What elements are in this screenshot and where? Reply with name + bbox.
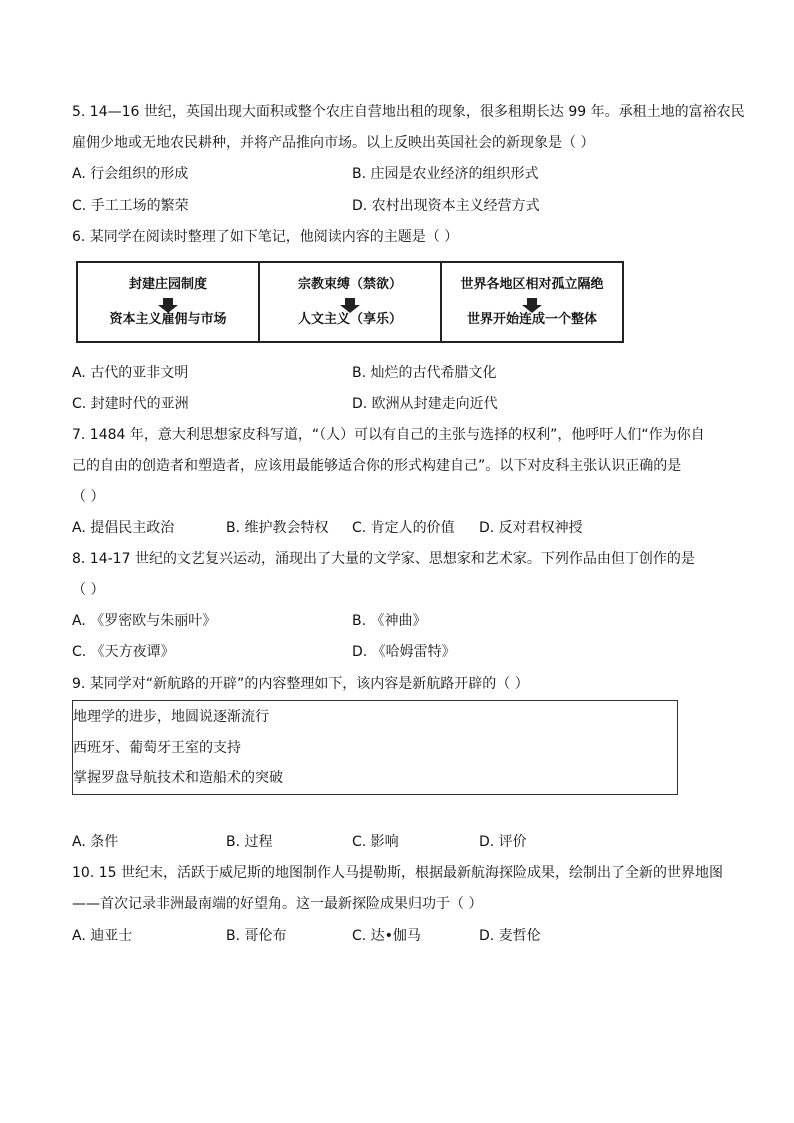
q5-stem-line2: 雇佣少地或无地农民耕种，并将产品推向市场。以上反映出英国社会的新现象是（ ） (72, 135, 595, 151)
q10-option-c: C. 达•伽马 (352, 928, 421, 944)
q6-notes-before: 宗教束缚（禁欲） (297, 276, 402, 292)
q6-stem: 6. 某同学在阅读时整理了如下笔记，他阅读内容的主题是（ ） (72, 229, 459, 245)
q7-option-d: D. 反对君权神授 (479, 520, 583, 536)
q7-stem-line3: （ ） (72, 489, 105, 505)
q9-option-a: A. 条件 (72, 834, 119, 850)
q8-option-a: A. 《罗密欧与朱丽叶》 (72, 613, 217, 629)
q6-notes-cell-thought (260, 263, 442, 341)
q8-option-d: D. 《哈姆雷特》 (352, 644, 456, 660)
q6-notes-before: 封建庄园制度 (128, 276, 207, 292)
q8-option-c: C. 《天方夜谭》 (72, 644, 175, 660)
q6-notes-cell-world (442, 263, 622, 341)
q6-option-b: B. 灿烂的古代希腊文化 (352, 365, 497, 381)
down-arrow-icon (527, 298, 537, 305)
down-arrow-icon (163, 298, 173, 305)
q5-option-c: C. 手工工场的繁荣 (72, 198, 189, 214)
q10-option-d: D. 麦哲伦 (479, 928, 541, 944)
q9-box-line: 掌握罗盘导航技术和造船术的突破 (73, 770, 283, 786)
down-arrow-icon (345, 298, 355, 305)
q10-stem-line1: 10. 15 世纪末，活跃于威尼斯的地图制作人马提勒斯，根据最新航海探险成果，绘制出了全新的世界地图 (72, 865, 723, 881)
q6-option-a: A. 古代的亚非文明 (72, 365, 189, 381)
q9-option-d: D. 评价 (479, 834, 527, 850)
q6-notes-after: 资本主义雇佣与市场 (109, 311, 227, 327)
q5-option-a: A. 行会组织的形成 (72, 166, 189, 182)
q9-stem: 9. 某同学对“新航路的开辟”的内容整理如下，该内容是新航路开辟的（ ） (72, 676, 529, 692)
q6-notes-cell-economy (78, 263, 260, 341)
q6-notes-before: 世界各地区相对孤立隔绝 (460, 276, 604, 292)
q10-stem-line2: ——首次记录非洲最南端的好望角。这一最新探险成果归功于（ ） (72, 896, 483, 912)
q6-option-d: D. 欧洲从封建走向近代 (352, 396, 498, 412)
q6-notes-after: 世界开始连成一个整体 (466, 311, 597, 327)
q5-option-b: B. 庄园是农业经济的组织形式 (352, 166, 539, 182)
q10-option-a: A. 迪亚士 (72, 928, 133, 944)
q6-option-c: C. 封建时代的亚洲 (72, 396, 189, 412)
q8-option-b: B. 《神曲》 (352, 613, 427, 629)
q9-box-line: 西班牙、葡萄牙王室的支持 (73, 740, 241, 756)
q9-content-box (72, 700, 678, 795)
q7-option-b: B. 维护教会特权 (226, 520, 329, 536)
q8-stem-line1: 8. 14-17 世纪的文艺复兴运动，涌现出了大量的文学家、思想家和艺术家。下列作品由但丁创作的是 (72, 551, 695, 567)
q5-option-d: D. 农村出现资本主义经营方式 (352, 198, 540, 214)
q9-option-c: C. 影响 (352, 834, 399, 850)
q6-notes-after: 人文主义（享乐） (297, 311, 402, 327)
q5-stem-line1: 5. 14—16 世纪，英国出现大面积或整个农庄自营地出租的现象，很多租期长达 99 年。承租土地的富裕农民 (72, 104, 745, 120)
q7-stem-line1: 7. 1484 年，意大利思想家皮科写道，“（人）可以有自己的主张与选择的权利”，他呼吁人们“作为你自 (72, 427, 705, 443)
q10-option-b: B. 哥伦布 (226, 928, 287, 944)
q8-stem-line2: （ ） (72, 582, 105, 598)
q7-stem-line2: 己的自由的创造者和塑造者，应该用最能够适合你的形式构建自己”。以下对皮科主张认识正确的是 (72, 458, 682, 474)
q9-option-b: B. 过程 (226, 834, 273, 850)
q6-notes-table (76, 261, 624, 343)
q7-option-a: A. 提倡民主政治 (72, 520, 175, 536)
q7-option-c: C. 肯定人的价值 (352, 520, 455, 536)
q9-box-line: 地理学的进步，地圆说逐渐流行 (73, 709, 269, 725)
